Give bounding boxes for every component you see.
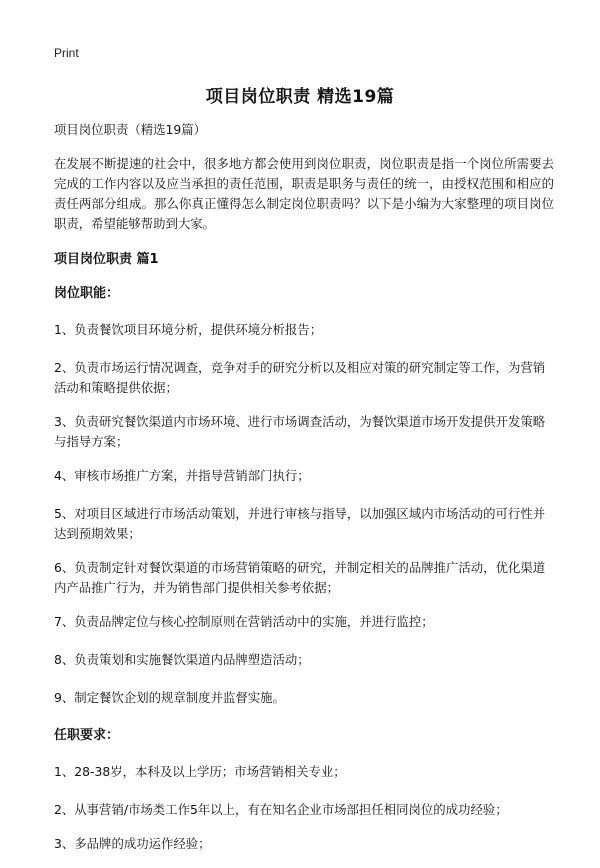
intro-paragraph: 在发展不断提速的社会中，很多地方都会使用到岗位职责，岗位职责是指一个岗位所需要去完成的工作内容以及应当承担的责任范围，职责是职务与责任的统一，由授权范围和相应的责任两部分组成。那么你真正懂得怎么制定岗位职责吗？以下是小编为大家整理的项目岗位职责，希望能够帮助到大家。	[54, 156, 554, 231]
duties-heading: 岗位职能：	[54, 286, 120, 301]
duty-item: 9、制定餐饮企划的规章制度并监督实施。	[54, 690, 285, 705]
requirement-item: 1、28-38岁，本科及以上学历；市场营销相关专业；	[54, 764, 346, 779]
duty-item: 3、负责研究餐饮渠道内市场环境、进行市场调查活动，为餐饮渠道市场开发提供开发策略与指导方案；	[54, 414, 546, 449]
duty-item: 7、负责品牌定位与核心控制原则在营销活动中的实施，并进行监控；	[54, 614, 434, 629]
document-subtitle: 项目岗位职责（精选19篇）	[54, 122, 207, 137]
document-title: 项目岗位职责 精选19篇	[205, 87, 395, 107]
duty-item: 8、负责策划和实施餐饮渠道内品牌塑造活动；	[54, 652, 310, 667]
section-title: 项目岗位职责 篇1	[54, 252, 159, 267]
duty-item: 4、审核市场推广方案，并指导营销部门执行；	[54, 468, 310, 483]
requirement-item: 2、从事营销/市场类工作5年以上，有在知名企业市场部担任相同岗位的成功经验；	[54, 802, 508, 817]
duty-item: 5、对项目区域进行市场活动策划，并进行审核与指导，以加强区域内市场活动的可行性并达到预期效果；	[54, 506, 546, 541]
print-label: Print	[54, 46, 79, 60]
requirements-heading: 任职要求：	[54, 728, 120, 743]
duty-item: 6、负责制定针对餐饮渠道的市场营销策略的研究，并制定相关的品牌推广活动，优化渠道内产品推广行为，并为销售部门提供相关参考依据；	[54, 560, 546, 595]
requirement-item: 3、多品牌的成功运作经验；	[54, 836, 211, 851]
document-body	[54, 120, 554, 868]
duty-item: 2、负责市场运行情况调查，竞争对手的研究分析以及相应对策的研究制定等工作，为营销活动和策略提供依据；	[54, 360, 546, 395]
duty-item: 1、负责餐饮项目环境分析，提供环境分析报告；	[54, 322, 323, 337]
